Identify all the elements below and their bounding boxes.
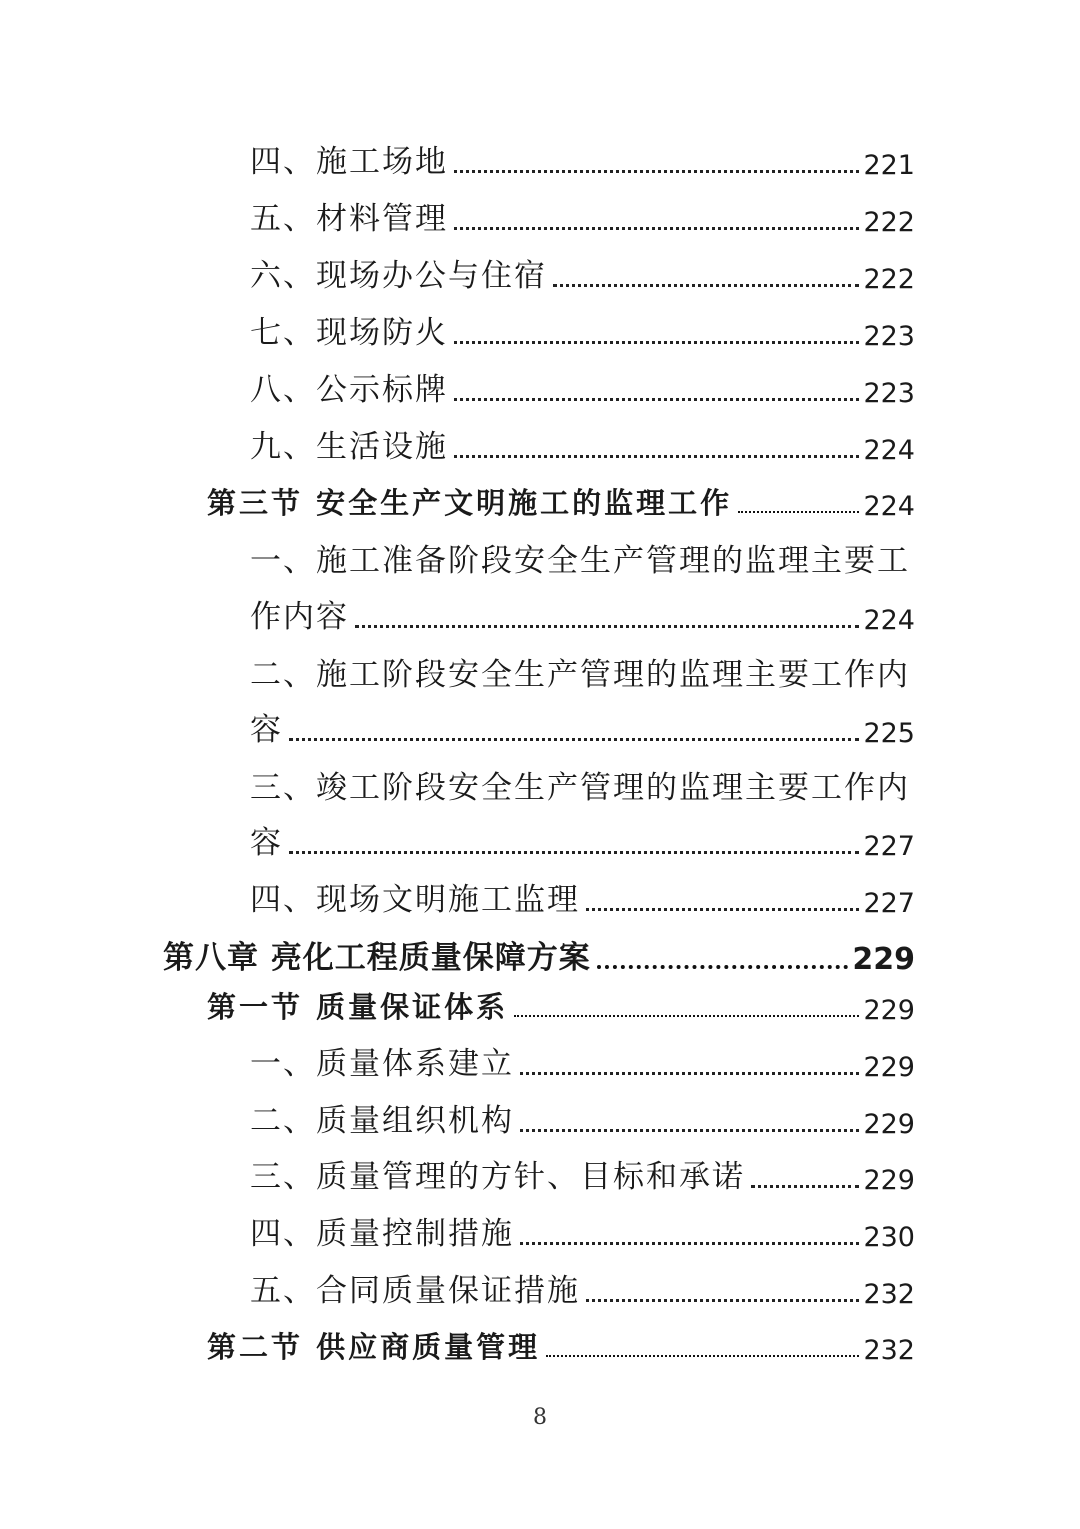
- toc-entry-page: 232: [863, 1335, 915, 1366]
- dot-leader: [751, 1184, 859, 1188]
- toc-entry-title: 八、公示标牌: [250, 372, 448, 408]
- toc-entry-page: 222: [863, 264, 915, 295]
- toc-entry-page: 229: [863, 1109, 915, 1140]
- dot-leader: [454, 397, 859, 401]
- toc-entry-page: 224: [863, 435, 915, 466]
- toc-entry-title: 作内容: [250, 599, 349, 635]
- toc-entry-title: 四、质量控制措施: [250, 1216, 514, 1252]
- toc-section-entry[interactable]: [207, 482, 915, 522]
- toc-entry[interactable]: [250, 1270, 915, 1310]
- toc-section-entry[interactable]: [207, 986, 915, 1026]
- toc-entry-page: 229: [863, 1165, 915, 1196]
- toc-entry-page: 223: [863, 378, 915, 409]
- toc-entry-title: 第八章 亮化工程质量保障方案: [163, 940, 591, 976]
- dot-leader: [514, 1014, 859, 1017]
- toc-entry-page: 227: [863, 888, 915, 919]
- toc-entry[interactable]: [250, 822, 915, 862]
- toc-entry-page: 232: [863, 1279, 915, 1310]
- toc-entry[interactable]: [250, 596, 915, 636]
- toc-entry-title-line1[interactable]: 一、施工准备阶段安全生产管理的监理主要工: [250, 543, 910, 579]
- dot-leader: [454, 340, 859, 344]
- toc-entry-page: 224: [863, 605, 915, 636]
- toc-entry[interactable]: [250, 1043, 915, 1083]
- toc-entry[interactable]: [250, 255, 915, 295]
- toc-entry[interactable]: [250, 1156, 915, 1196]
- toc-entry[interactable]: [250, 198, 915, 238]
- dot-leader: [289, 737, 859, 741]
- toc-entry-title-line1[interactable]: 三、竣工阶段安全生产管理的监理主要工作内: [250, 770, 910, 806]
- toc-entry[interactable]: [250, 312, 915, 352]
- toc-entry-page: 227: [863, 831, 915, 862]
- toc-entry-title: 第二节 供应商质量管理: [207, 1330, 541, 1364]
- toc-entry-page: 222: [863, 207, 915, 238]
- toc-entry-title: 五、材料管理: [250, 201, 448, 237]
- toc-entry[interactable]: [250, 141, 915, 181]
- toc-entry-title: 七、现场防火: [250, 315, 448, 351]
- toc-entry-title: 五、合同质量保证措施: [250, 1273, 580, 1309]
- dot-leader: [355, 624, 859, 628]
- toc-entry[interactable]: [250, 879, 915, 919]
- dot-leader: [546, 1354, 859, 1357]
- toc-entry-title: 容: [250, 825, 283, 861]
- toc-entry[interactable]: [250, 1213, 915, 1253]
- page-number: 8: [533, 1405, 547, 1430]
- dot-leader: [454, 169, 859, 173]
- dot-leader: [520, 1241, 859, 1245]
- dot-leader: [520, 1071, 859, 1075]
- dot-leader: [553, 283, 859, 287]
- toc-entry[interactable]: [250, 709, 915, 749]
- dot-leader: [597, 964, 849, 969]
- toc-entry-title-line1[interactable]: 二、施工阶段安全生产管理的监理主要工作内: [250, 657, 910, 693]
- toc-entry-title: 三、质量管理的方针、目标和承诺: [250, 1159, 745, 1195]
- dot-leader: [586, 1298, 859, 1302]
- toc-entry-page: 229: [863, 1052, 915, 1083]
- dot-leader: [520, 1128, 859, 1132]
- toc-entry-page: 229: [852, 942, 915, 977]
- toc-entry-page: 223: [863, 321, 915, 352]
- toc-entry-page: 224: [863, 491, 915, 522]
- toc-entry-title: 第三节 安全生产文明施工的监理工作: [207, 486, 733, 520]
- dot-leader: [586, 907, 859, 911]
- toc-entry-title: 九、生活设施: [250, 429, 448, 465]
- dot-leader: [454, 454, 859, 458]
- dot-leader: [289, 850, 859, 854]
- toc-chapter-entry[interactable]: [163, 935, 915, 977]
- toc-entry-page: 221: [863, 150, 915, 181]
- dot-leader: [738, 510, 859, 513]
- toc-entry-title: 四、施工场地: [250, 144, 448, 180]
- toc-entry-page: 225: [863, 718, 915, 749]
- toc-entry-title: 六、现场办公与住宿: [250, 258, 547, 294]
- toc-entry-page: 230: [863, 1222, 915, 1253]
- toc-entry-page: 229: [863, 995, 915, 1026]
- toc-entry[interactable]: [250, 1100, 915, 1140]
- toc-entry[interactable]: [250, 426, 915, 466]
- toc-entry-title: 二、质量组织机构: [250, 1103, 514, 1139]
- toc-entry-title: 一、质量体系建立: [250, 1046, 514, 1082]
- toc-section-entry[interactable]: [207, 1326, 915, 1366]
- toc-entry-title: 四、现场文明施工监理: [250, 882, 580, 918]
- toc-entry[interactable]: [250, 369, 915, 409]
- toc-entry-title: 第一节 质量保证体系: [207, 990, 509, 1024]
- toc-entry-title: 容: [250, 712, 283, 748]
- dot-leader: [454, 226, 859, 230]
